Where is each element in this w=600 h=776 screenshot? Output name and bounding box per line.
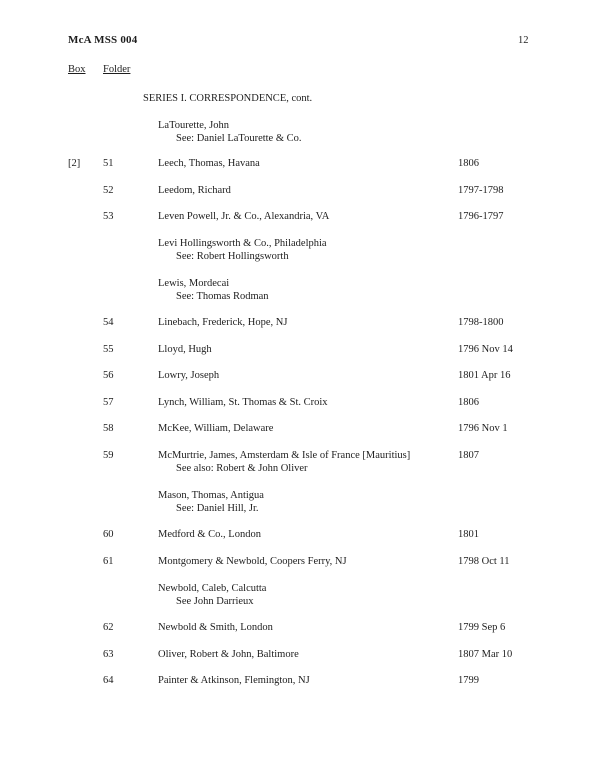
- entry-date: 1806: [458, 158, 479, 169]
- entry-title: Leedom, Richard: [158, 185, 231, 196]
- entry-date: 1796 Nov 14: [458, 344, 513, 355]
- folder-number: 63: [103, 649, 114, 660]
- entry-title: Oliver, Robert & John, Baltimore: [158, 649, 299, 660]
- entry-date: 1807 Mar 10: [458, 649, 513, 660]
- entry-title: Levi Hollingsworth & Co., Philadelphia: [158, 238, 327, 249]
- box-column-header: Box: [68, 64, 86, 75]
- entry-title: Lowry, Joseph: [158, 370, 220, 381]
- entry-date: 1801: [458, 529, 479, 540]
- entry-title: Newbold, Caleb, Calcutta: [158, 583, 267, 594]
- entry-title: McMurtrie, James, Amsterdam & Isle of France [Mauritius]: [158, 450, 411, 461]
- entry-date: 1801 Apr 16: [458, 370, 511, 381]
- entry-title: Leech, Thomas, Havana: [158, 158, 260, 169]
- entry-date: 1799 Sep 6: [458, 622, 506, 633]
- folder-number: 52: [103, 185, 114, 196]
- entry-title: McKee, William, Delaware: [158, 423, 274, 434]
- folder-number: 53: [103, 211, 114, 222]
- entry-date: 1798-1800: [458, 317, 504, 328]
- entry-title: Linebach, Frederick, Hope, NJ: [158, 317, 288, 328]
- folder-column-header: Folder: [103, 64, 131, 75]
- entry-date: 1798 Oct 11: [458, 556, 510, 567]
- see-reference: See John Darrieux: [176, 596, 254, 607]
- folder-number: 57: [103, 397, 114, 408]
- collection-number: McA MSS 004: [68, 34, 138, 46]
- entry-title: Lynch, William, St. Thomas & St. Croix: [158, 397, 328, 408]
- see-reference: See: Robert Hollingsworth: [176, 251, 289, 262]
- entry-title: LaTourette, John: [158, 120, 229, 131]
- see-reference: See also: Robert & John Oliver: [176, 463, 308, 474]
- entry-title: Newbold & Smith, London: [158, 622, 273, 633]
- entry-title: Mason, Thomas, Antigua: [158, 490, 264, 501]
- entry-date: 1799: [458, 675, 479, 686]
- folder-number: 58: [103, 423, 114, 434]
- entry-title: Lewis, Mordecai: [158, 278, 230, 289]
- entry-date: 1797-1798: [458, 185, 504, 196]
- folder-number: 59: [103, 450, 114, 461]
- folder-number: 60: [103, 529, 114, 540]
- folder-number: 55: [103, 344, 114, 355]
- folder-number: 64: [103, 675, 114, 686]
- folder-number: 51: [103, 158, 114, 169]
- entry-title: Painter & Atkinson, Flemington, NJ: [158, 675, 310, 686]
- entry-title: Leven Powell, Jr. & Co., Alexandria, VA: [158, 211, 330, 222]
- page-number: 12: [518, 35, 529, 46]
- see-reference: See: Daniel LaTourette & Co.: [176, 133, 302, 144]
- entry-title: Medford & Co., London: [158, 529, 261, 540]
- box-number: [2]: [68, 158, 81, 169]
- entry-date: 1806: [458, 397, 479, 408]
- series-heading: SERIES I. CORRESPONDENCE, cont.: [143, 93, 313, 104]
- see-reference: See: Daniel Hill, Jr.: [176, 503, 259, 514]
- folder-number: 54: [103, 317, 114, 328]
- entry-title: Montgomery & Newbold, Coopers Ferry, NJ: [158, 556, 347, 567]
- entry-date: 1807: [458, 450, 479, 461]
- folder-number: 62: [103, 622, 114, 633]
- folder-number: 61: [103, 556, 114, 567]
- folder-number: 56: [103, 370, 114, 381]
- entry-title: Lloyd, Hugh: [158, 344, 212, 355]
- entry-date: 1796-1797: [458, 211, 504, 222]
- entry-date: 1796 Nov 1: [458, 423, 508, 434]
- see-reference: See: Thomas Rodman: [176, 291, 269, 302]
